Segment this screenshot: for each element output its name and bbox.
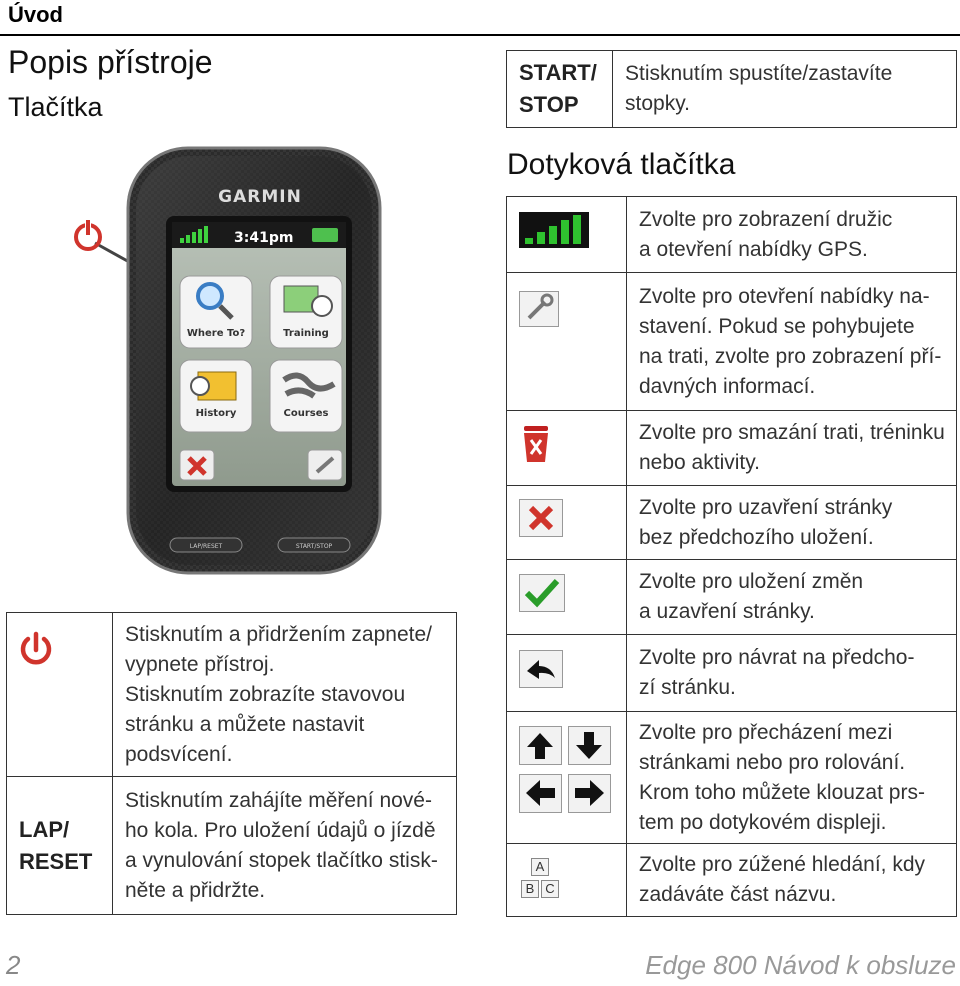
power-description bbox=[113, 613, 457, 777]
description-line: Zvolte pro zúžené hledání, kdy bbox=[639, 853, 926, 876]
table-row bbox=[507, 712, 957, 844]
table-row bbox=[507, 411, 957, 486]
description-line: zadáváte část názvu. bbox=[639, 883, 837, 906]
button-name-line: LAP/ bbox=[19, 816, 70, 842]
power-button-icon bbox=[76, 218, 100, 249]
key-c: C bbox=[541, 880, 559, 898]
description-line: Zvolte pro návrat na předcho- bbox=[639, 646, 915, 669]
signal-description bbox=[627, 197, 957, 273]
description-line: a vynulování stopek tlačítko stisk- bbox=[125, 848, 438, 872]
description-line: Zvolte pro přecházení mezi bbox=[639, 720, 893, 744]
trash-description bbox=[627, 411, 957, 486]
power-icon-cell bbox=[7, 613, 113, 777]
button-name-line: STOP bbox=[519, 92, 579, 117]
page-subtitle: Tlačítka bbox=[8, 92, 103, 122]
arrow-keys-description bbox=[627, 712, 957, 844]
device-tile-label: Where To? bbox=[186, 328, 246, 339]
table-row bbox=[507, 486, 957, 560]
device-illustration bbox=[40, 140, 400, 580]
page-number: 2 bbox=[6, 950, 21, 980]
abc-keys-description bbox=[627, 844, 957, 917]
check-description bbox=[627, 560, 957, 635]
back-icon-cell bbox=[507, 635, 627, 712]
check-icon-cell bbox=[507, 560, 627, 635]
table-row bbox=[7, 777, 457, 915]
device-lap-label: LAP/RESET bbox=[189, 543, 223, 550]
trash-icon-cell bbox=[507, 411, 627, 486]
signal-icon-cell bbox=[507, 197, 627, 273]
start-stop-description bbox=[613, 51, 957, 128]
abc-keys-icon-cell bbox=[507, 844, 627, 917]
key-b: B bbox=[521, 880, 539, 898]
description-line: na trati, zvolte pro zobrazení pří- bbox=[639, 344, 942, 368]
description-line: tem po dotykovém displeji. bbox=[639, 810, 887, 834]
wrench-description bbox=[627, 273, 957, 411]
abc-keys-icon bbox=[519, 858, 565, 902]
description-line: Zvolte pro otevření nabídky na- bbox=[639, 284, 930, 308]
table-row bbox=[507, 560, 957, 635]
description-line: a uzavření stránky. bbox=[639, 600, 815, 623]
description-line: Zvolte pro uložení změn bbox=[639, 570, 864, 593]
buttons-table bbox=[6, 612, 457, 915]
description-line: Stisknutím a přidržením zapnete/ bbox=[125, 622, 432, 646]
trash-icon bbox=[519, 424, 553, 464]
device-brand: GARMIN bbox=[218, 187, 302, 207]
description-line: ho kola. Pro uložení údajů o jízdě bbox=[125, 818, 436, 842]
description-line: něte a přidržte. bbox=[125, 878, 266, 902]
wrench-icon bbox=[519, 291, 559, 327]
section-label: Úvod bbox=[8, 2, 63, 27]
description-line: Zvolte pro smazání trati, tréninku bbox=[639, 421, 945, 444]
back-arrow-icon bbox=[519, 650, 563, 688]
description-line: Stisknutím spustíte/zastavíte bbox=[625, 62, 893, 85]
touch-table bbox=[506, 196, 957, 917]
description-line: Krom toho můžete klouzat prs- bbox=[639, 780, 925, 804]
signal-bars-icon bbox=[519, 212, 589, 248]
description-line: bez předchozího uložení. bbox=[639, 525, 874, 549]
device-tile-label: Courses bbox=[283, 408, 329, 419]
lap-reset-name bbox=[7, 777, 113, 915]
table-row bbox=[507, 197, 957, 273]
back-description bbox=[627, 635, 957, 712]
description-line: zí stránku. bbox=[639, 676, 736, 699]
description-line: Stisknutím zahájíte měření nové- bbox=[125, 788, 432, 812]
device-start-label: START/STOP bbox=[295, 543, 333, 550]
description-line: Zvolte pro uzavření stránky bbox=[639, 495, 893, 519]
device-time: 3:41pm bbox=[234, 230, 294, 246]
description-line: stopky. bbox=[625, 92, 690, 115]
description-line: davných informací. bbox=[639, 374, 816, 398]
close-description bbox=[627, 486, 957, 560]
table-row bbox=[507, 844, 957, 917]
key-a: A bbox=[531, 858, 549, 876]
button-name-line: START/ bbox=[519, 60, 597, 85]
device-tile-label: Training bbox=[283, 328, 329, 339]
header-rule bbox=[0, 34, 960, 36]
description-line: nebo aktivity. bbox=[639, 451, 761, 474]
document-title: Edge 800 Návod k obsluze bbox=[645, 950, 956, 980]
close-x-icon bbox=[519, 499, 563, 537]
table-row bbox=[7, 613, 457, 777]
table-row bbox=[507, 51, 957, 128]
description-line: stránkami nebo pro rolování. bbox=[639, 750, 906, 774]
wrench-icon-cell bbox=[507, 273, 627, 411]
description-line: a otevření nabídky GPS. bbox=[639, 237, 868, 261]
start-stop-name bbox=[507, 51, 613, 128]
description-line: podsvícení. bbox=[125, 742, 233, 766]
touch-heading: Dotyková tlačítka bbox=[507, 148, 736, 181]
description-line: stavení. Pokud se pohybujete bbox=[639, 314, 915, 338]
start-stop-table bbox=[506, 50, 957, 128]
description-line: stránku a můžete nastavit bbox=[125, 712, 365, 736]
table-row bbox=[507, 635, 957, 712]
close-icon-cell bbox=[507, 486, 627, 560]
power-icon bbox=[19, 631, 53, 669]
page-title: Popis přístroje bbox=[8, 44, 213, 80]
lap-reset-description bbox=[113, 777, 457, 915]
device-tile-label: History bbox=[195, 408, 237, 419]
description-line: Zvolte pro zobrazení družic bbox=[639, 207, 893, 231]
arrow-keys-icon-cell bbox=[507, 712, 627, 844]
description-line: vypnete přístroj. bbox=[125, 652, 275, 676]
table-row bbox=[507, 273, 957, 411]
checkmark-icon bbox=[519, 574, 565, 612]
arrow-keys-icon bbox=[519, 726, 611, 814]
button-name-line: RESET bbox=[19, 848, 93, 874]
description-line: Stisknutím zobrazíte stavovou bbox=[125, 682, 406, 706]
